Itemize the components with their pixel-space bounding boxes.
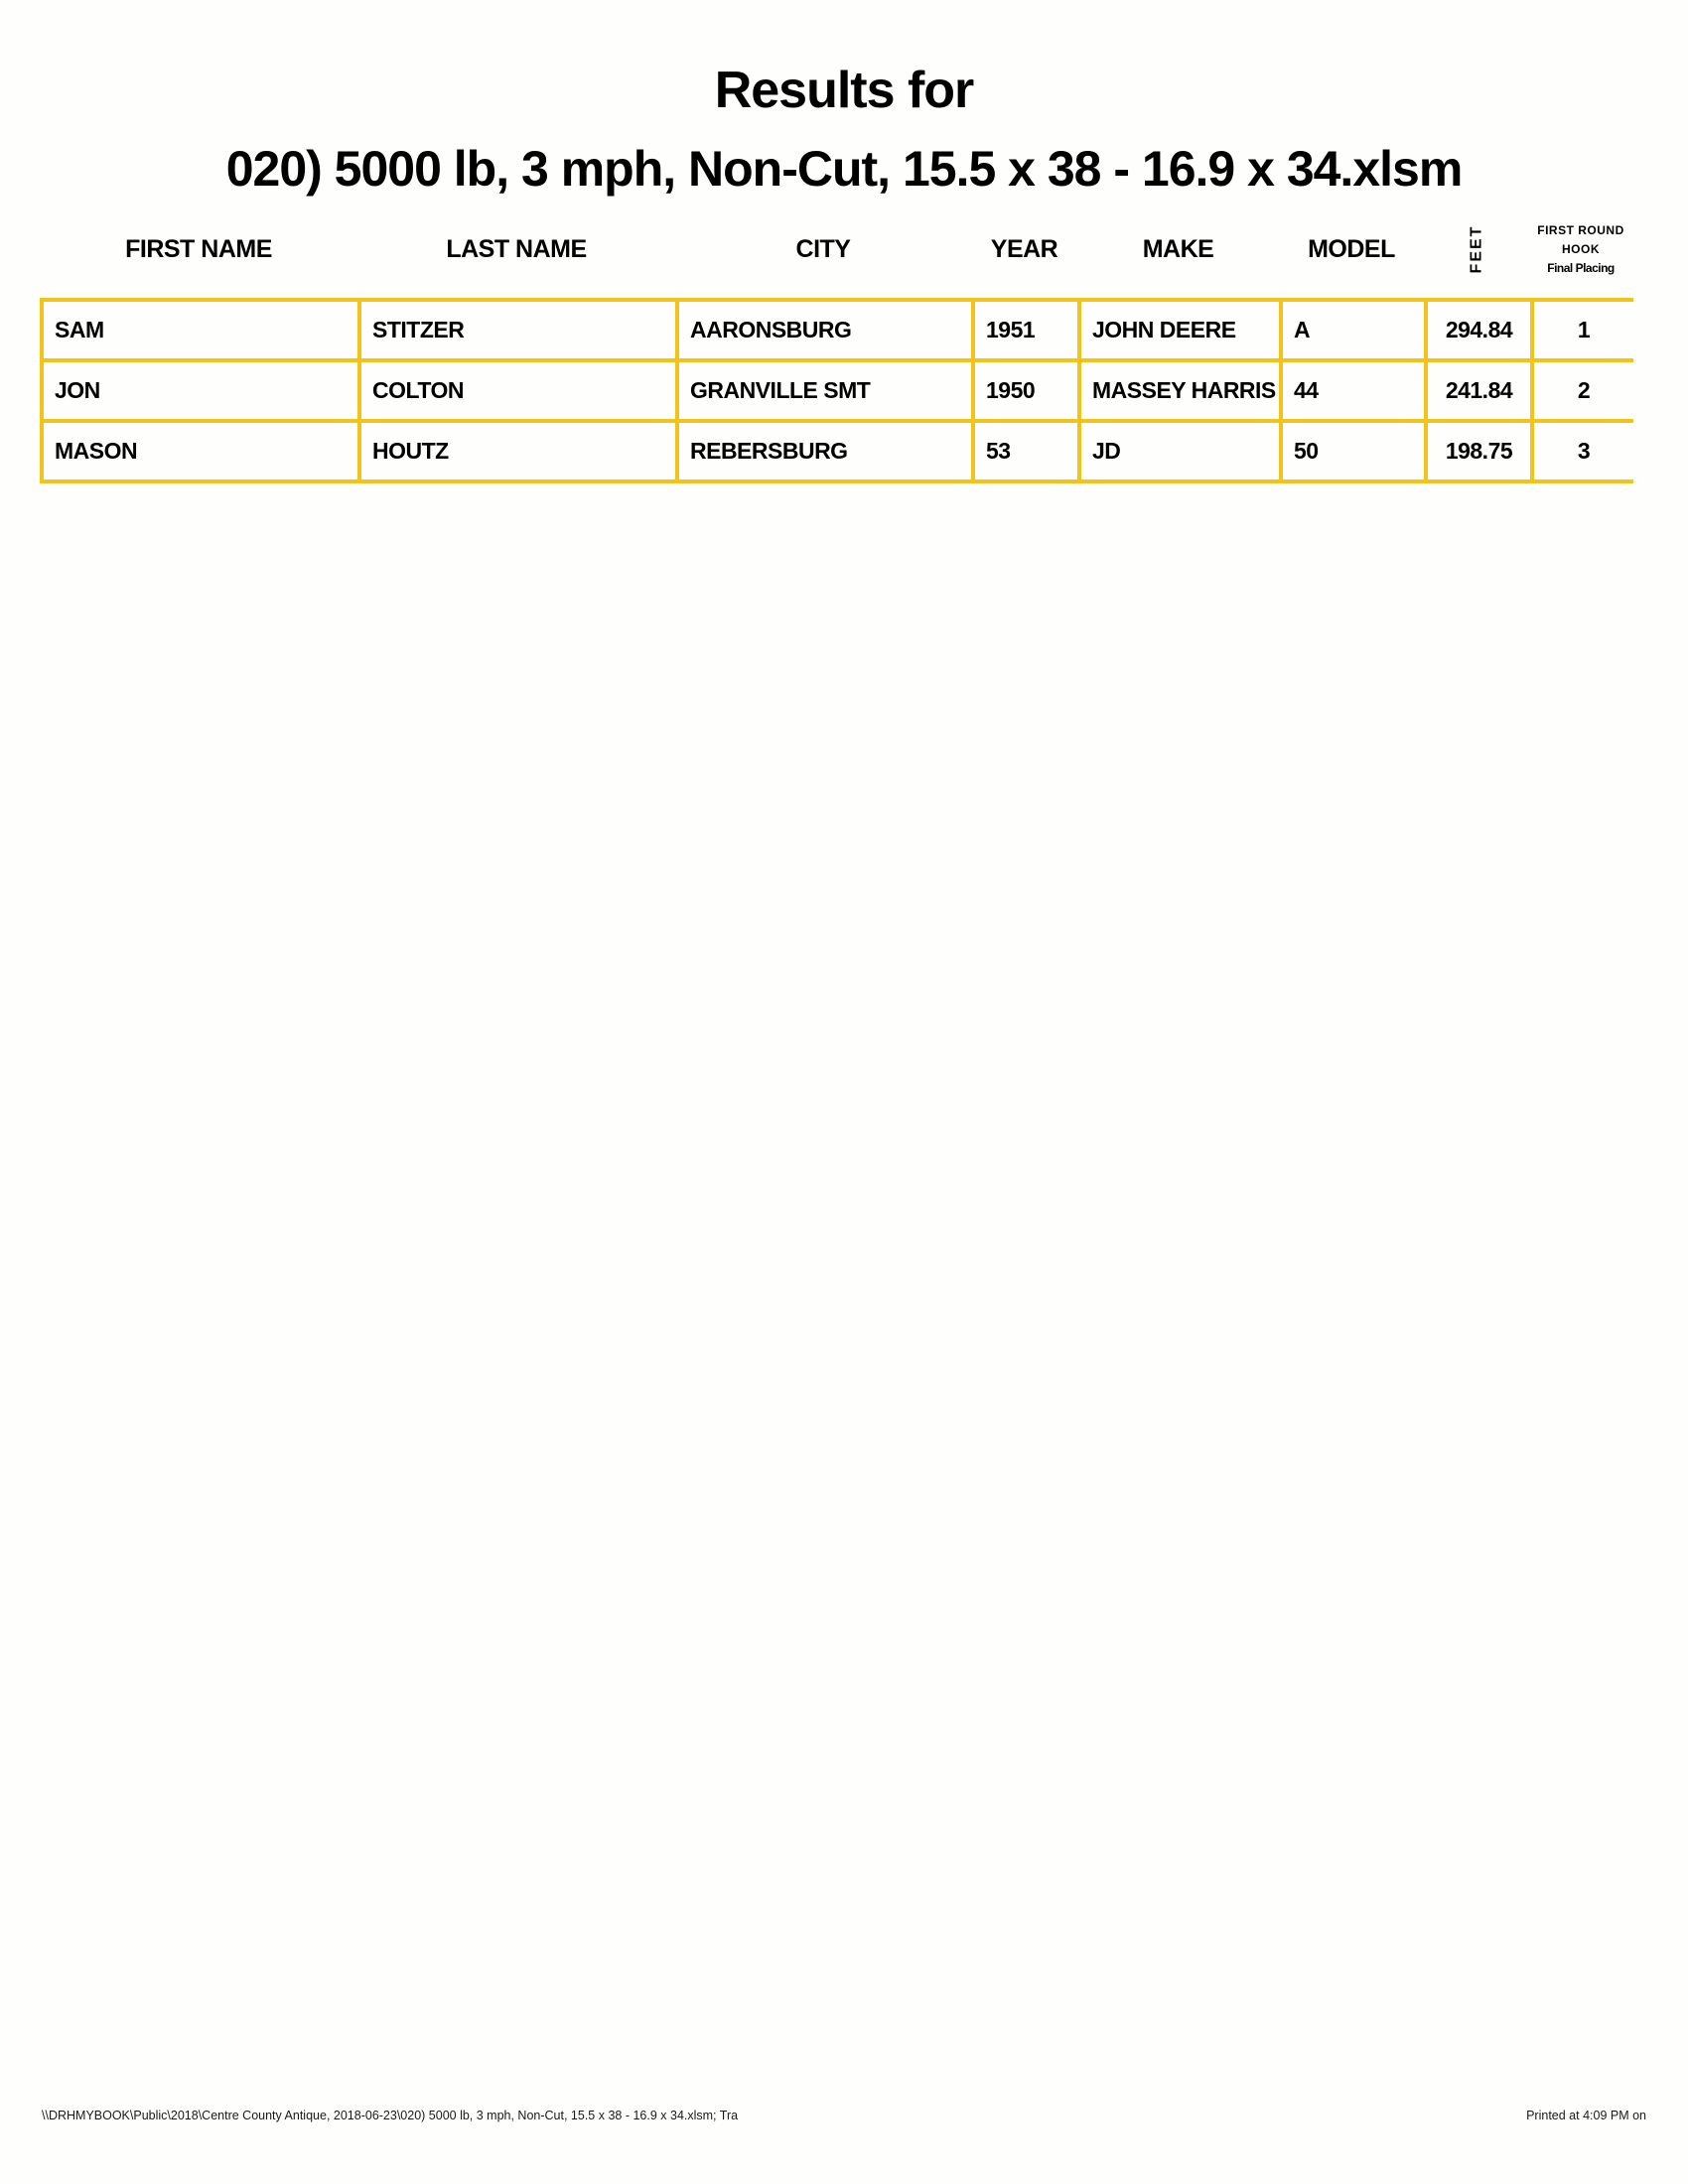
cell-city: AARONSBURG <box>677 300 973 360</box>
cell-first-name: MASON <box>42 421 359 481</box>
placing-header-line3: Final Placing <box>1547 260 1615 275</box>
cell-year: 1950 <box>973 360 1079 421</box>
cell-last-name: STITZER <box>359 300 677 360</box>
cell-make: JOHN DEERE <box>1079 300 1281 360</box>
column-header-model: MODEL <box>1308 234 1395 263</box>
column-header-city: CITY <box>795 234 851 263</box>
cell-model: A <box>1281 300 1426 360</box>
table-row <box>42 300 1633 360</box>
footer-file-path: \\DRHMYBOOK\Public\2018\Centre County Antique, 2018-06-23\020) 5000 lb, 3 mph, Non-Cut, 15.5 x 38 - 16.9 x 34.xlsm; Tra <box>42 2109 739 2122</box>
column-header-year: YEAR <box>990 234 1058 263</box>
cell-feet: 294.84 <box>1426 300 1532 360</box>
table-header <box>40 214 1631 284</box>
file-title: 020) 5000 lb, 3 mph, Non-Cut, 15.5 x 38 - 16.9 x 34.xlsm <box>225 141 1463 197</box>
column-header-feet <box>1424 214 1530 284</box>
cell-placing: 1 <box>1532 300 1633 360</box>
cell-model: 44 <box>1281 360 1426 421</box>
placing-header-line1: FIRST ROUND <box>1537 222 1624 237</box>
page-title: Results for <box>714 62 974 119</box>
footer-printed-at: Printed at 4:09 PM on <box>1526 2109 1646 2122</box>
feet-rotated-label: FEET <box>1468 224 1485 274</box>
column-header-placing <box>1530 214 1631 284</box>
table-row <box>42 421 1633 481</box>
column-header-last-name: LAST NAME <box>446 234 587 263</box>
cell-last-name: HOUTZ <box>359 421 677 481</box>
column-header-first-name: FIRST NAME <box>125 234 272 263</box>
cell-placing: 2 <box>1532 360 1633 421</box>
cell-year: 1951 <box>973 300 1079 360</box>
cell-make: JD <box>1079 421 1281 481</box>
placing-header-line2: HOOK <box>1562 241 1600 256</box>
column-header-make: MAKE <box>1142 234 1214 263</box>
cell-feet: 241.84 <box>1426 360 1532 421</box>
cell-make: MASSEY HARRIS <box>1079 360 1281 421</box>
cell-last-name: COLTON <box>359 360 677 421</box>
cell-city: REBERSBURG <box>677 421 973 481</box>
cell-placing: 3 <box>1532 421 1633 481</box>
cell-model: 50 <box>1281 421 1426 481</box>
cell-first-name: SAM <box>42 300 359 360</box>
results-table <box>40 298 1633 483</box>
cell-first-name: JON <box>42 360 359 421</box>
cell-year: 53 <box>973 421 1079 481</box>
table-row <box>42 360 1633 421</box>
cell-feet: 198.75 <box>1426 421 1532 481</box>
cell-city: GRANVILLE SMT <box>677 360 973 421</box>
